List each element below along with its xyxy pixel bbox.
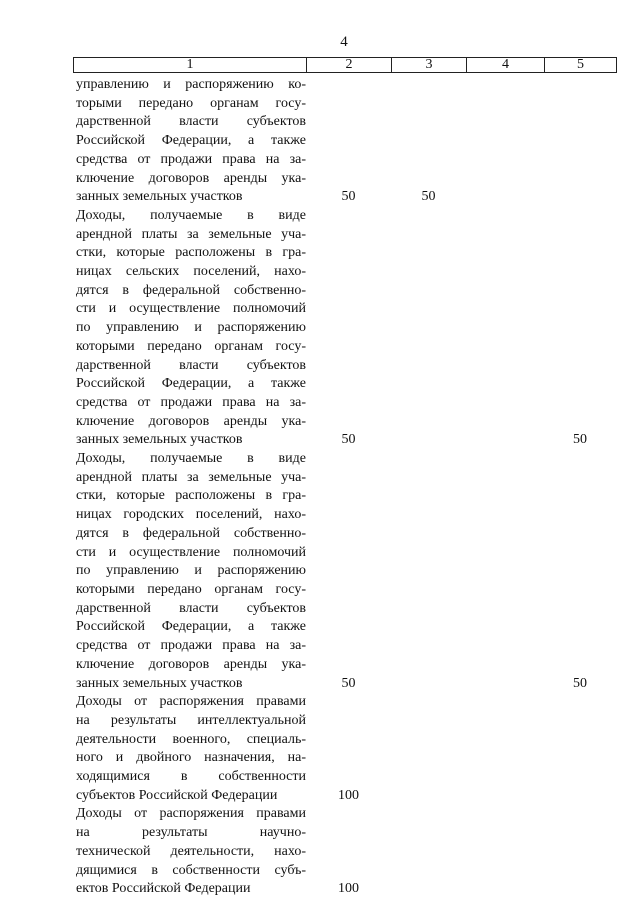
description-line: по управлению и распоряжению [76,563,306,579]
description-line: средства от продажи права на за- [76,151,306,167]
row-description [76,207,306,450]
description-line: средства от продажи права на за- [76,394,306,410]
table-row [76,693,616,805]
description-line: арендной платы за земельные уча- [76,469,306,485]
table-row [76,450,616,693]
description-line: которыми передано органам госу- [76,581,306,597]
description-line: стки, которые расположены в гра- [76,245,306,261]
description-line: ектов Российской Федерации [76,881,251,897]
description-line: Российской Федерации, а также [76,376,306,392]
column-header-5: 5 [545,58,617,73]
description-line: субъектов Российской Федерации [76,787,278,803]
column-header-table [73,57,617,73]
cell-col-2: 50 [341,675,356,691]
table-body [76,76,616,899]
description-line: дарственной власти субъектов [76,357,306,373]
description-line: ницах сельских поселений, нахо- [76,264,306,280]
description-line: которыми передано органам госу- [76,338,306,354]
description-line: на результаты интеллектуальной [76,712,306,728]
cell-col-2: 50 [341,189,356,205]
description-line: занных земельных участков [76,432,243,448]
description-line: ного и двойного назначения, на- [76,750,306,766]
description-line: ходящимися в собственности [76,769,306,785]
description-line: управлению и распоряжению ко- [76,77,306,92]
row-description [76,805,306,899]
description-line: дарственной власти субъектов [76,600,306,616]
description-line: ключение договоров аренды ука- [76,170,306,186]
column-header-3: 3 [392,58,467,73]
description-line: Доходы от распоряжения правами [76,806,306,822]
description-line: сти и осуществление полномочий [76,301,306,317]
cell-col-5: 50 [573,432,587,448]
description-line: Доходы, получаемые в виде [76,451,306,467]
description-line: по управлению и распоряжению [76,320,306,336]
description-line: ницах городских поселений, нахо- [76,507,306,523]
description-line: деятельности военного, специаль- [76,731,306,747]
description-line: Доходы, получаемые в виде [76,207,306,223]
description-line: ключение договоров аренды ука- [76,656,306,672]
description-line: занных земельных участков [76,675,243,691]
description-line: технической деятельности, нахо- [76,843,306,859]
description-line: Российской Федерации, а также [76,133,306,149]
description-line: стки, которые расположены в гра- [76,488,306,504]
cell-col-2: 50 [341,432,356,448]
table-row [76,76,616,207]
description-line: дятся в федеральной собственно- [76,282,306,298]
description-line: ключение договоров аренды ука- [76,413,306,429]
description-line: дящимися в собственности субъ- [76,862,306,878]
description-line: дарственной власти субъектов [76,114,306,130]
column-header-2: 2 [307,58,392,73]
cell-col-2: 100 [338,787,359,803]
description-line: занных земельных участков [76,189,243,205]
cell-col-3: 50 [421,189,436,205]
description-line: Доходы от распоряжения правами [76,694,306,710]
description-line: торыми передано органам госу- [76,95,306,111]
column-header-row [74,58,617,73]
row-description [76,693,306,805]
description-line: дятся в федеральной собственно- [76,525,306,541]
table-row [76,207,616,450]
cell-col-5: 50 [573,675,587,691]
cell-col-2: 100 [338,881,359,897]
description-line: средства от продажи права на за- [76,638,306,654]
description-line: на результаты научно- [76,825,306,841]
column-header-1: 1 [74,58,307,73]
column-header-4: 4 [467,58,545,73]
table-row [76,805,616,899]
description-line: Российской Федерации, а также [76,619,306,635]
description-line: арендной платы за земельные уча- [76,226,306,242]
row-description [76,76,306,207]
page-number: 4 [340,34,348,50]
description-line: сти и осуществление полномочий [76,544,306,560]
row-description [76,450,306,693]
